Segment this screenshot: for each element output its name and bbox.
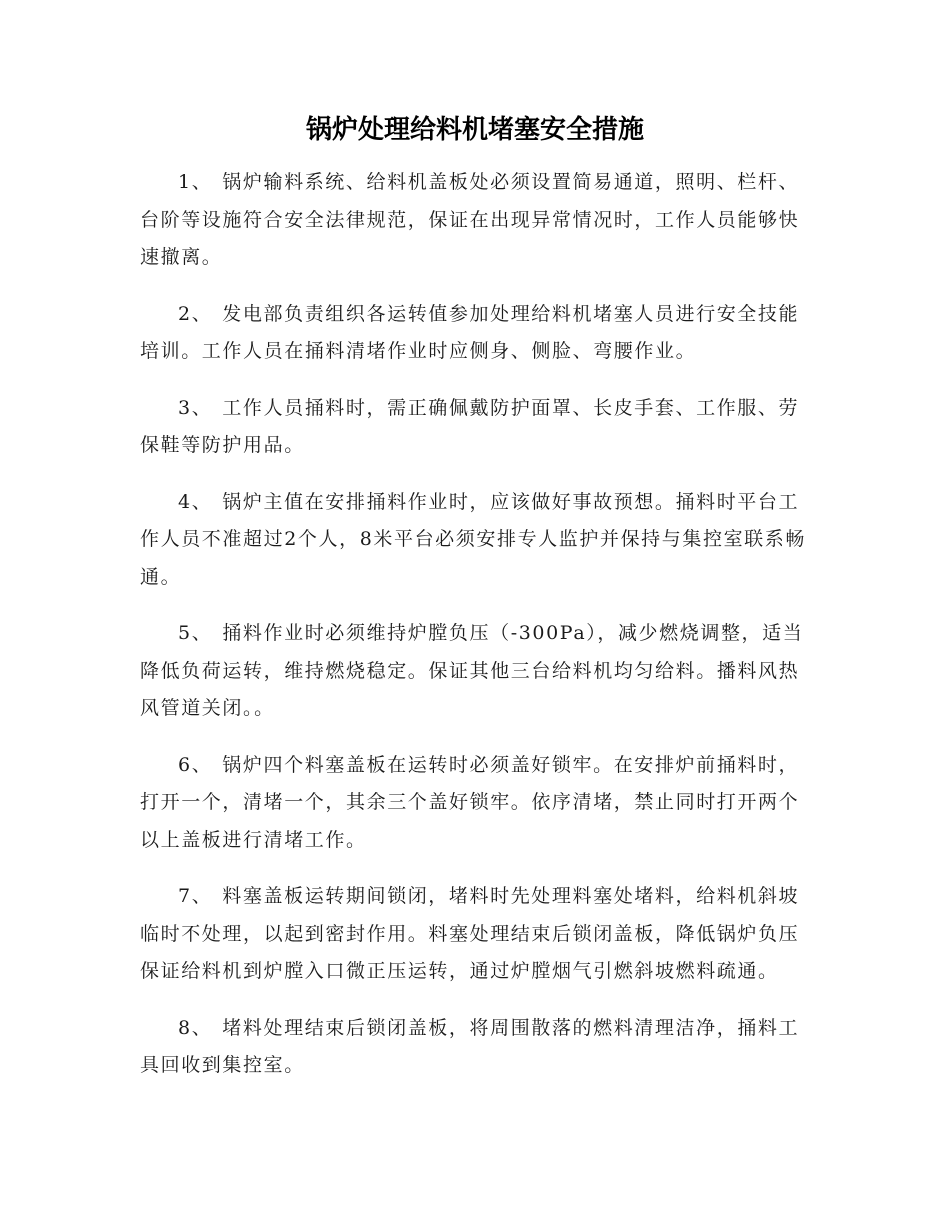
paragraph-number: 1、 — [178, 171, 213, 193]
paragraph-1 — [140, 164, 808, 277]
paragraph-number: 6、 — [178, 753, 213, 776]
paragraph-5 — [140, 615, 808, 728]
paragraph-text: 堵料处理结束后锁闭盖板，将周围散落的燃料清理洁净，捅料工具回收到集控室。 — [140, 1016, 800, 1076]
paragraph-number: 7、 — [178, 885, 213, 907]
page-title: 锅炉处理给料机堵塞安全措施 — [305, 115, 644, 145]
paragraph-7 — [140, 878, 808, 991]
paragraph-text: 锅炉主值在安排捅料作业时，应该做好事故预想。捅料时平台工作人员不准超过2个人，8米平台必须安排专人监护并保持与集控室联系畅通。 — [140, 490, 806, 588]
paragraph-8 — [140, 1010, 808, 1085]
document-body — [140, 164, 808, 1104]
paragraph-number: 3、 — [178, 396, 213, 419]
paragraph-2 — [140, 296, 808, 371]
paragraph-6 — [140, 747, 808, 860]
paragraph-number: 2、 — [178, 302, 213, 325]
paragraph-4 — [140, 484, 808, 597]
paragraph-number: 4、 — [178, 490, 213, 513]
paragraph-number: 5、 — [178, 622, 213, 644]
paragraph-text: 发电部负责组织各运转值参加处理给料机堵塞人员进行安全技能培训。工作人员在捅料清堵作业时应侧身、侧脸、弯腰作业。 — [140, 302, 800, 362]
paragraph-text: 捅料作业时必须维持炉膛负压（-300Pa），减少燃烧调整，适当降低负荷运转，维持燃烧稳定。保证其他三台给料机均匀给料。播料风热风管道关闭。。 — [140, 622, 804, 719]
paragraph-number: 8、 — [178, 1016, 213, 1039]
paragraph-text: 锅炉四个料塞盖板在运转时必须盖好锁牢。在安排炉前捅料时，打开一个，清堵一个，其余三个盖好锁牢。依序清堵，禁止同时打开两个以上盖板进行清堵工作。 — [140, 753, 800, 851]
paragraph-text: 料塞盖板运转期间锁闭，堵料时先处理料塞处堵料，给料机斜坡临时不处理，以起到密封作用。料塞处理结束后锁闭盖板，降低锅炉负压保证给料机到炉膛入口微正压运转，通过炉膛烟气引燃斜坡燃料疏通。 — [140, 885, 800, 982]
paragraph-3 — [140, 390, 808, 465]
paragraph-text: 锅炉输料系统、给料机盖板处必须设置简易通道，照明、栏杆、台阶等设施符合安全法律规范，保证在出现异常情况时，工作人员能够快速撤离。 — [140, 171, 800, 268]
paragraph-text: 工作人员捅料时，需正确佩戴防护面罩、长皮手套、工作服、劳保鞋等防护用品。 — [140, 396, 800, 456]
